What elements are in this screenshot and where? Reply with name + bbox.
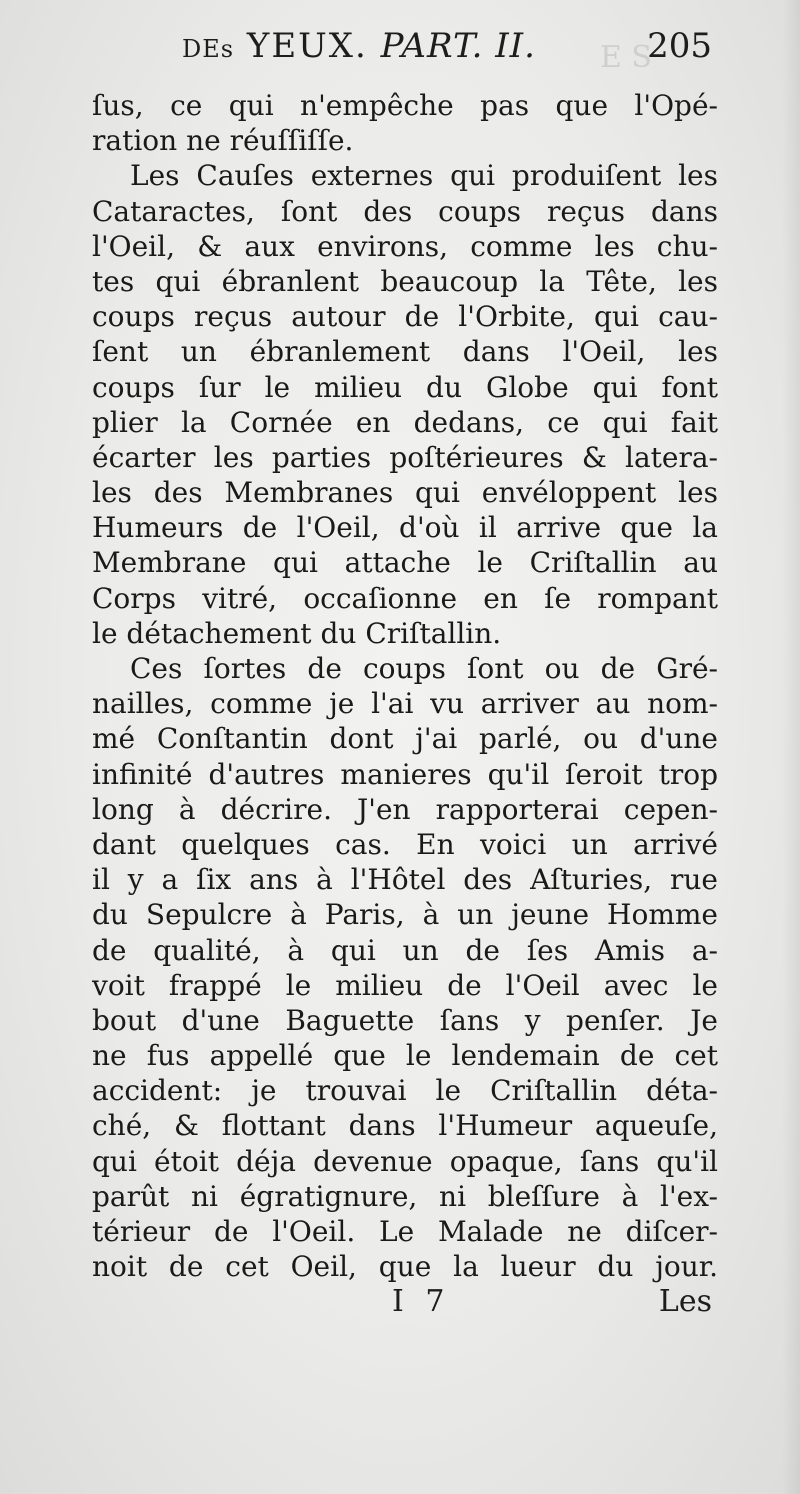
text-line: térieur de l'Oeil. Le Malade ne diſcer- [92, 1215, 718, 1248]
text-line: voit frappé le milieu de l'Oeil avec le [92, 968, 718, 1002]
text-line: dant quelques cas. En voici un arrivé [92, 827, 718, 861]
text-line: ché, & flottant dans l'Humeur aqueuſe, [92, 1109, 718, 1143]
text-line: du Sepulcre à Paris, à un jeune Homme [92, 898, 718, 932]
text-line: long à décrire. J'en rapporterai cepen- [92, 792, 718, 826]
text-line: mé Conſtantin dont j'ai parlé, ou d'une [92, 722, 718, 756]
text-line: bout d'une Baguette ſans y penſer. Je [92, 1003, 718, 1037]
text-line: parût ni égratignure, ni bleſſure à l'ex- [92, 1179, 718, 1213]
text-line: de qualité, à qui un de ſes Amis a- [92, 933, 718, 967]
text-line: coups reçus autour de l'Orbite, qui cau- [92, 300, 718, 334]
text-line: les des Membranes qui envéloppent les [92, 476, 718, 510]
book-page: E S DEs YEUX. PART. II. 205 ſus, ce qui n'empêche pas que l'Opé- ration ne réuſſiſſe. Les Cauſes externes qui produiſent les Cataractes, ſont des coups reçus dans l'Oeil, & aux environs, comme les chu- tes qui ébranlent beaucoup la Tête, les coups reçus autour de l'Orbite, qui cau- ſent un ébranlement dans l'Oeil, les coups ſur le milieu du Globe qui font plier la Cornée en dedans, ce qui fait écarter les parties poſtérieures & latera- les des Membranes qui envéloppent les Humeurs de l'Oeil, d'où il arrive que la Membrane qui attache le Criſtallin au Corps vitré, occaſionne en ſe rompant le détachement du Criſtallin. Ces ſortes de coups ſont ou de Gré- nailles, comme je l'ai vu arriver au nom- mé Conſtantin dont j'ai parlé, ou d'une infinité d'autres manieres qu'il ſeroit trop long à décrire. J'en rapporterai cepen- dant quelques cas. En voici un arrivé il y a ſix ans à l'Hôtel des Aſturies, rue du Sepulcre à Paris, à un jeune Homme de qualité, à qui un de ſes Amis a- voit frappé le milieu de l'Oeil avec le bout d'une Baguette ſans y penſer. Je ne fus appellé que le lendemain de cet accident: je trouvai le Criſtallin déta- ché, & flottant dans l'Humeur aqueuſe, qui étoit déja devenue opaque, ſans qu'il parût ni égratignure, ni bleſſure à l'ex- térieur de l'Oeil. Le Malade ne diſcer- noit de cet Oeil, que la lueur du jour. I 7 Les [0, 0, 800, 1494]
text-line: écarter les parties poſtérieures & latera- [92, 440, 718, 474]
running-head-yeux: YEUX. [246, 26, 368, 66]
text-line: ſus, ce qui n'empêche pas que l'Opé- [92, 89, 718, 122]
signature-mark: I 7 [392, 1284, 451, 1319]
running-head-des: DEs [182, 35, 235, 63]
text-line: qui étoit déja devenue opaque, ſans qu'il [92, 1144, 718, 1178]
text-line: le détachement du Criſtallin. [92, 616, 502, 650]
text-line: ne fus appellé que le lendemain de cet [92, 1039, 718, 1073]
text-line: Membrane qui attache le Criſtallin au [92, 546, 718, 580]
text-line: Les Cauſes externes qui produiſent les [130, 159, 718, 193]
text-line: coups ſur le milieu du Globe qui font [92, 370, 718, 404]
text-line: accident: je trouvai le Criſtallin déta- [92, 1074, 718, 1108]
running-head [182, 26, 536, 66]
text-line: plier la Cornée en dedans, ce qui fait [92, 405, 718, 439]
text-line: tes qui ébranlent beaucoup la Tête, les [92, 264, 718, 298]
text-line: ration ne réuſſiſſe. [92, 124, 354, 158]
text-line: infinité d'autres manieres qu'il ſeroit trop [92, 757, 718, 791]
text-line: Cataractes, ſont des coups reçus dans [92, 194, 718, 228]
body-text [92, 88, 718, 1284]
text-line: l'Oeil, & aux environs, comme les chu- [92, 229, 718, 263]
page-edge-shadow [782, 0, 800, 1494]
catchword: Les [658, 1284, 712, 1319]
page-header [0, 26, 800, 72]
text-line: Corps vitré, occaſionne en ſe rompant [92, 581, 718, 615]
text-line: Humeurs de l'Oeil, d'où il arrive que la [92, 511, 718, 545]
text-line: nailles, comme je l'ai vu arriver au nom- [92, 687, 718, 721]
page-number: 205 [647, 26, 712, 66]
text-line: il y a ſix ans à l'Hôtel des Aſturies, rue [92, 863, 718, 897]
text-line: ſent un ébranlement dans l'Oeil, les [92, 335, 718, 369]
page-footer [0, 1284, 800, 1328]
text-line: noit de cet Oeil, que la lueur du jour. [92, 1250, 718, 1284]
text-line: Ces ſortes de coups ſont ou de Gré- [130, 652, 718, 685]
running-head-part: PART. II. [380, 26, 536, 66]
